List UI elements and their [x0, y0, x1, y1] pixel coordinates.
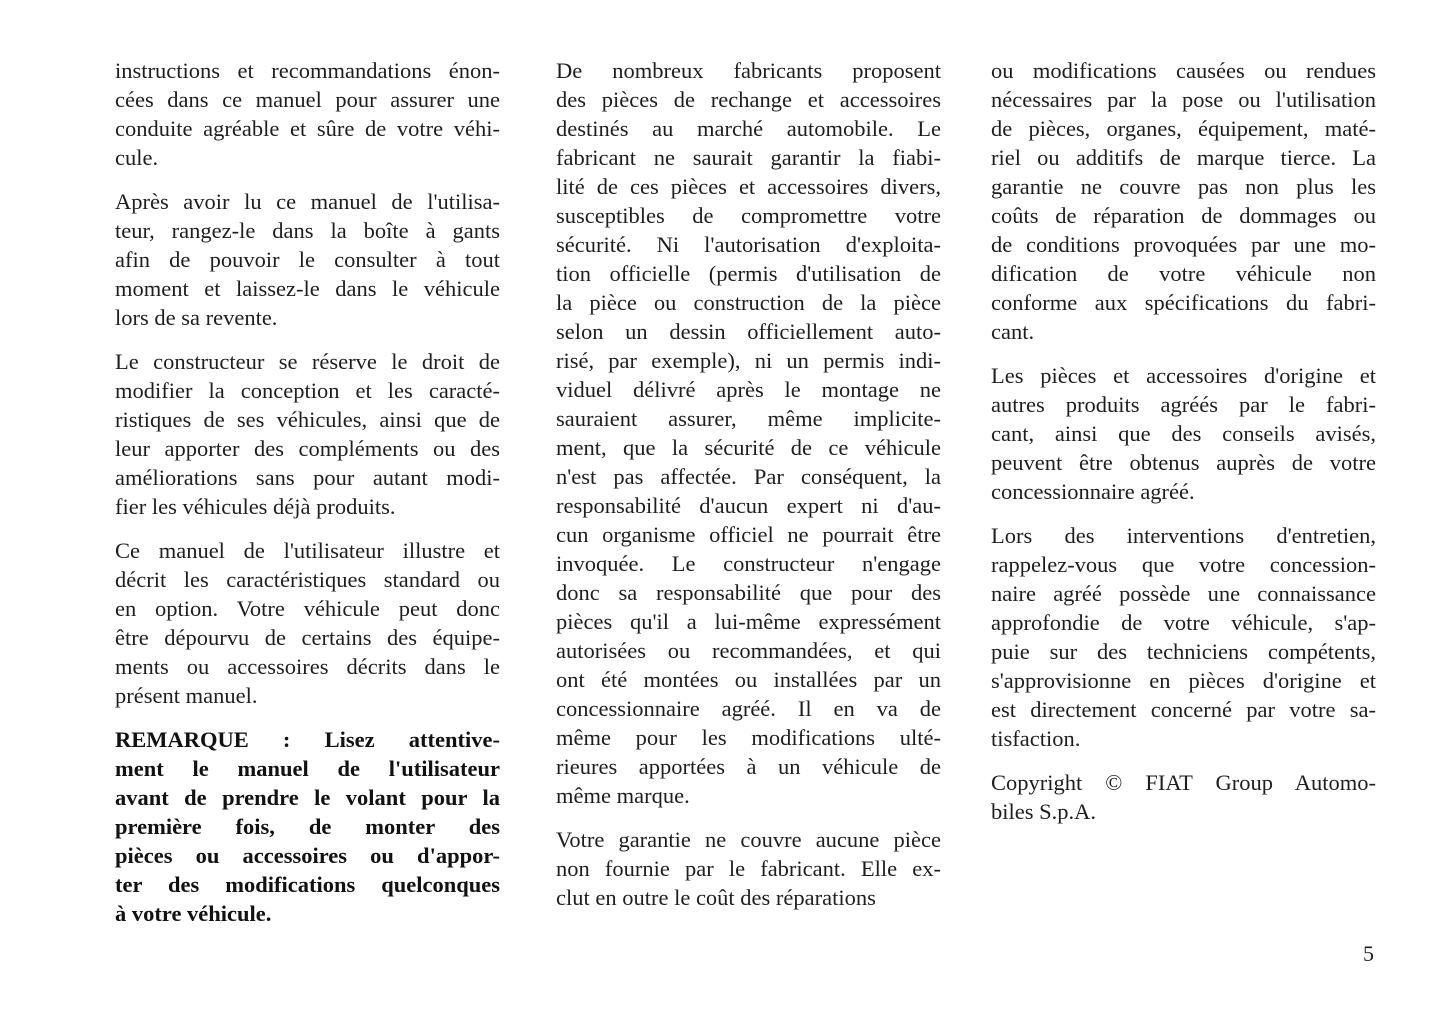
text-line: selon un dessin officiellement auto-	[556, 319, 941, 344]
text-line: destinés au marché automobile. Le	[556, 116, 941, 141]
text-line: risé, par exemple), ni un permis indi-	[556, 348, 941, 373]
text-column-1	[115, 56, 500, 943]
text-line: Copyright © FIAT Group Automo-	[991, 770, 1376, 795]
text-line: cant, ainsi que des conseils avisés,	[991, 421, 1376, 446]
text-line: Votre garantie ne couvre aucune pièce	[556, 827, 941, 852]
text-line: même pour les modifications ulté-	[556, 725, 941, 750]
page-number: 5	[1363, 941, 1374, 966]
text-line: cule.	[115, 145, 159, 170]
text-line: lité de ces pièces et accessoires divers,	[556, 174, 941, 199]
body-paragraph	[991, 768, 1376, 826]
text-line: riel ou additifs de marque tierce. La	[991, 145, 1376, 170]
text-line: approfondie de votre véhicule, s'ap-	[991, 610, 1376, 635]
text-line: rappelez-vous que votre concession-	[991, 552, 1376, 577]
body-paragraph	[556, 825, 941, 912]
text-line: coûts de réparation de dommages ou	[991, 203, 1376, 228]
text-line: des pièces de rechange et accessoires	[556, 87, 941, 112]
text-line: De nombreux fabricants proposent	[556, 58, 941, 83]
text-line: pièces ou accessoires ou d'appor-	[115, 843, 500, 868]
text-line: Le constructeur se réserve le droit de	[115, 349, 500, 374]
text-line: même marque.	[556, 783, 690, 808]
text-line: Après avoir lu ce manuel de l'utilisa-	[115, 189, 500, 214]
text-line: invoquée. Le constructeur n'engage	[556, 551, 941, 576]
text-line: première fois, de monter des	[115, 814, 500, 839]
body-paragraph	[115, 187, 500, 332]
text-line: fier les véhicules déjà produits.	[115, 494, 396, 519]
text-line: moment et laissez-le dans le véhicule	[115, 276, 500, 301]
text-line: non fournie par le fabricant. Elle ex-	[556, 856, 941, 881]
text-line: n'est pas affectée. Par conséquent, la	[556, 464, 941, 489]
text-line: en option. Votre véhicule peut donc	[115, 596, 500, 621]
text-line: Les pièces et accessoires d'origine et	[991, 363, 1376, 388]
text-line: ristiques de ses véhicules, ainsi que de	[115, 407, 500, 432]
text-line: cun organisme officiel ne pourrait être	[556, 522, 941, 547]
text-line: biles S.p.A.	[991, 799, 1097, 824]
body-paragraph	[115, 536, 500, 710]
text-line: fabricant ne saurait garantir la fiabi-	[556, 145, 941, 170]
text-line: clut en outre le coût des réparations	[556, 885, 876, 910]
text-line: ter des modifications quelconques	[115, 872, 500, 897]
body-paragraph	[991, 521, 1376, 753]
text-line: donc sa responsabilité que pour des	[556, 580, 941, 605]
text-line: ment le manuel de l'utilisateur	[115, 756, 500, 781]
text-line: à votre véhicule.	[115, 901, 272, 926]
body-paragraph	[991, 361, 1376, 506]
text-line: garantie ne couvre pas non plus les	[991, 174, 1376, 199]
text-line: ments ou accessoires décrits dans le	[115, 654, 500, 679]
text-line: REMARQUE : Lisez attentive-	[115, 727, 500, 752]
text-line: sécurité. Ni l'autorisation d'exploita-	[556, 232, 941, 257]
remark-paragraph	[115, 725, 500, 928]
text-column-2	[556, 56, 941, 927]
text-line: ont été montées ou installées par un	[556, 667, 941, 692]
text-line: leur apporter des compléments ou des	[115, 436, 500, 461]
text-line: cées dans ce manuel pour assurer une	[115, 87, 500, 112]
text-line: puie sur des techniciens compétents,	[991, 639, 1376, 664]
text-line: autorisées ou recommandées, et qui	[556, 638, 941, 663]
text-line: concessionnaire agréé.	[991, 479, 1195, 504]
text-line: ou modifications causées ou rendues	[991, 58, 1376, 83]
body-paragraph	[115, 56, 500, 172]
text-line: naire agréé possède une connaissance	[991, 581, 1376, 606]
text-line: de pièces, organes, équipement, maté-	[991, 116, 1376, 141]
text-line: pièces qu'il a lui-même expressément	[556, 609, 941, 634]
text-line: ment, que la sécurité de ce véhicule	[556, 435, 941, 460]
text-line: s'approvisionne en pièces d'origine et	[991, 668, 1376, 693]
text-line: responsabilité d'aucun expert ni d'au-	[556, 493, 941, 518]
text-line: concessionnaire agréé. Il en va de	[556, 696, 941, 721]
text-line: instructions et recommandations énon-	[115, 58, 500, 83]
text-line: avant de prendre le volant pour la	[115, 785, 500, 810]
text-line: de conditions provoquées par une mo-	[991, 232, 1376, 257]
text-line: cant.	[991, 319, 1035, 344]
text-line: décrit les caractéristiques standard ou	[115, 567, 500, 592]
text-line: présent manuel.	[115, 683, 258, 708]
text-line: susceptibles de compromettre votre	[556, 203, 941, 228]
text-line: sauraient assurer, même implicite-	[556, 406, 941, 431]
text-line: nécessaires par la pose ou l'utilisation	[991, 87, 1376, 112]
text-column-3	[991, 56, 1376, 841]
text-line: teur, rangez-le dans la boîte à gants	[115, 218, 500, 243]
text-line: viduel délivré après le montage ne	[556, 377, 941, 402]
text-line: être dépourvu de certains des équipe-	[115, 625, 500, 650]
text-line: tisfaction.	[991, 726, 1081, 751]
text-line: afin de pouvoir le consulter à tout	[115, 247, 500, 272]
text-line: améliorations sans pour autant modi-	[115, 465, 500, 490]
text-line: tion officielle (permis d'utilisation de	[556, 261, 941, 286]
text-line: autres produits agréés par le fabri-	[991, 392, 1376, 417]
body-paragraph	[991, 56, 1376, 346]
text-line: modifier la conception et les caracté-	[115, 378, 500, 403]
text-line: Ce manuel de l'utilisateur illustre et	[115, 538, 500, 563]
text-line: peuvent être obtenus auprès de votre	[991, 450, 1376, 475]
text-line: est directement concerné par votre sa-	[991, 697, 1376, 722]
text-line: conduite agréable et sûre de votre véhi-	[115, 116, 500, 141]
body-paragraph	[115, 347, 500, 521]
text-line: lors de sa revente.	[115, 305, 278, 330]
text-line: conforme aux spécifications du fabri-	[991, 290, 1376, 315]
body-paragraph	[556, 56, 941, 810]
text-line: Lors des interventions d'entretien,	[991, 523, 1376, 548]
text-line: rieures apportées à un véhicule de	[556, 754, 941, 779]
text-line: dification de votre véhicule non	[991, 261, 1376, 286]
text-line: la pièce ou construction de la pièce	[556, 290, 941, 315]
